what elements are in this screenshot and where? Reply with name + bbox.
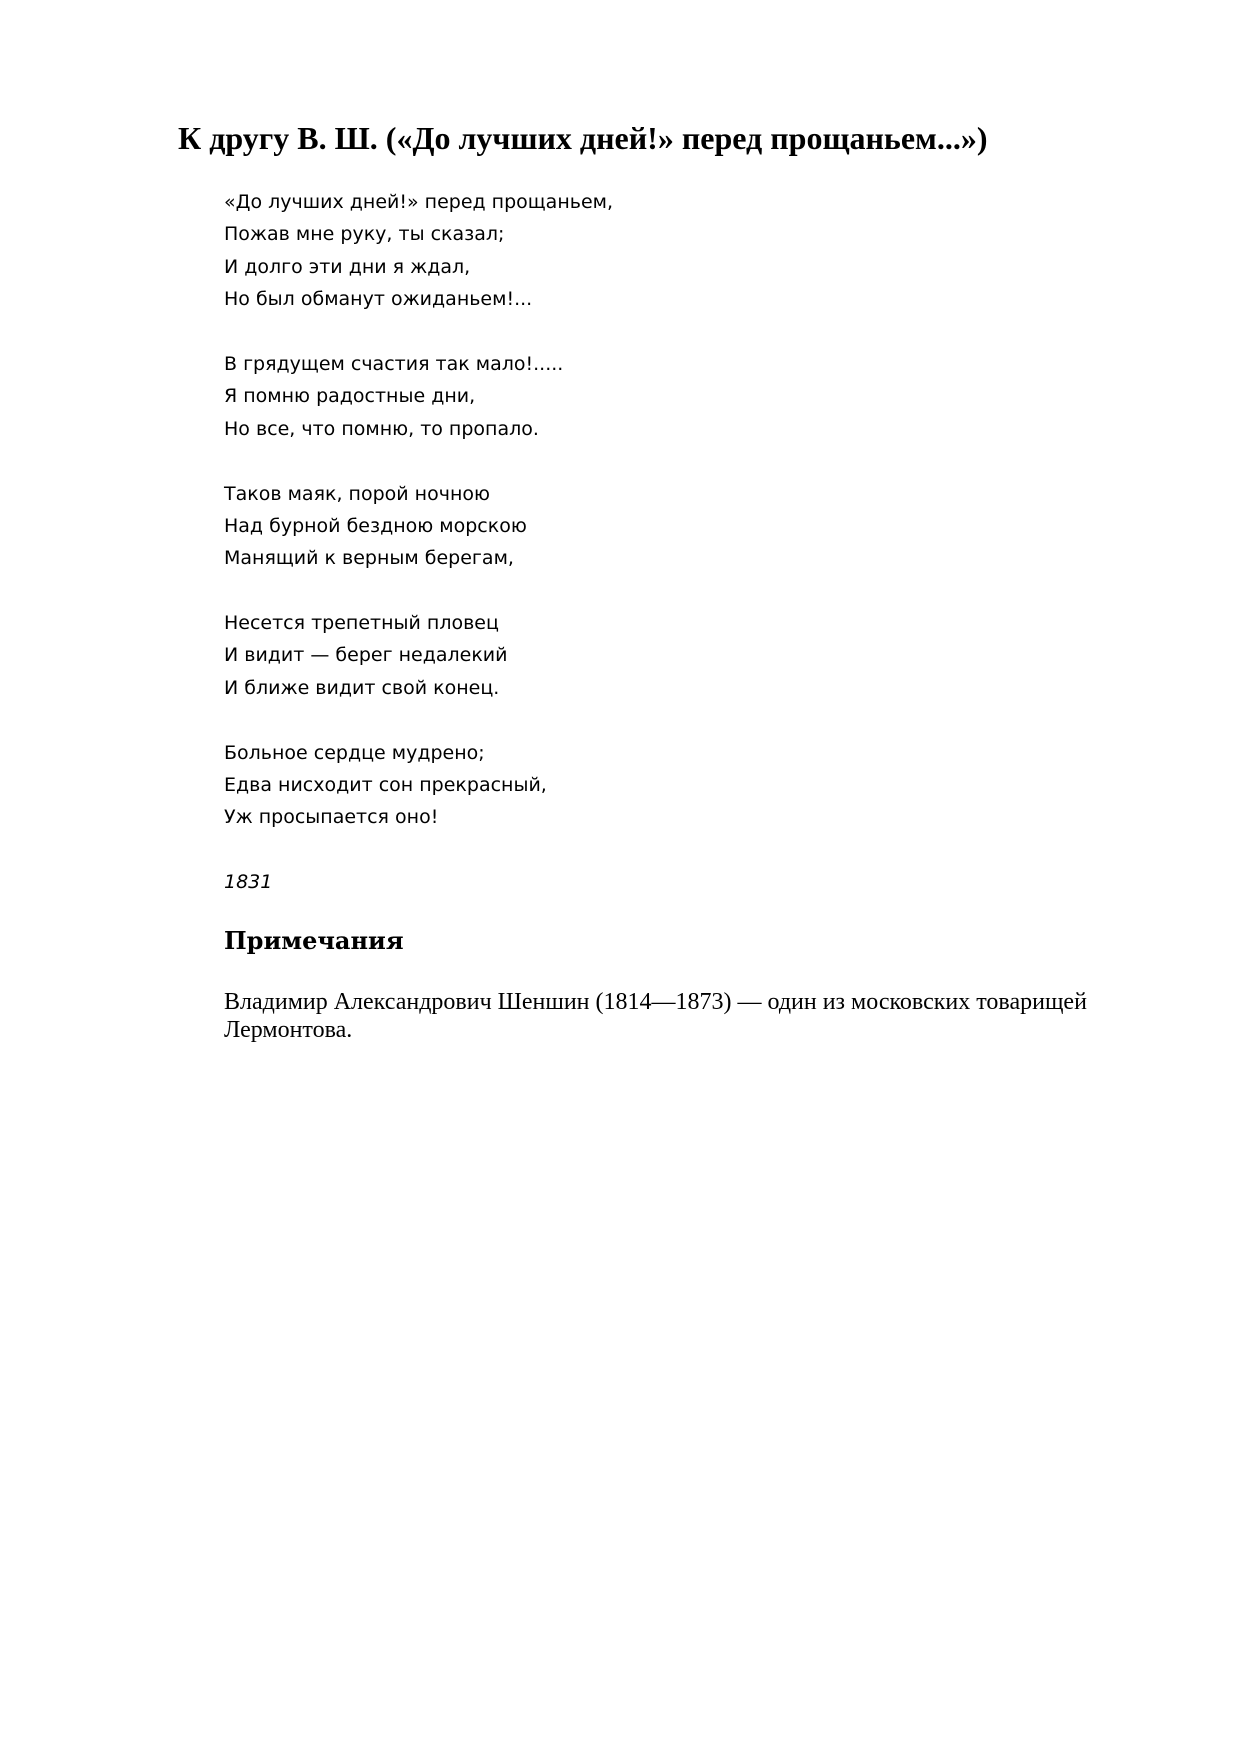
stanza-1: [224, 186, 1124, 316]
poem-line: В грядущем счастия так мало!.....: [224, 352, 564, 375]
poem-title: К другу В. Ш. («До лучших дней!» перед прощаньем...»): [178, 120, 988, 156]
poem-line: Но был обманут ожиданьем!...: [224, 288, 533, 311]
stanza-4: [224, 607, 1124, 704]
poem-line: Пожав мне руку, ты сказал;: [224, 223, 505, 246]
notes-heading: Примечания: [224, 926, 404, 955]
poem-line: Едва нисходит сон прекрасный,: [224, 774, 547, 797]
stanza-3: [224, 478, 1124, 575]
poem-line: И ближе видит свой конец.: [224, 676, 500, 699]
poem-line: Манящий к верным берегам,: [224, 547, 514, 570]
poem-line: «До лучших дней!» перед прощаньем,: [224, 191, 614, 213]
poem-line: И видит — берег недалекий: [224, 644, 508, 667]
poem-line: Уж просыпается оно!: [224, 806, 439, 829]
poem-line: Несется трепетный пловец: [224, 612, 499, 635]
stanza-5: [224, 737, 1124, 834]
poem-year: 1831: [224, 871, 273, 894]
poem-line: Я помню радостные дни,: [224, 385, 476, 408]
poem-line: Над бурной бездною морскою: [224, 514, 527, 537]
stanza-2: [224, 348, 1124, 445]
poem-body: [224, 186, 1124, 899]
poem-line: Больное сердце мудрено;: [224, 741, 485, 764]
poem-line: Таков маяк, порой ночною: [224, 482, 490, 505]
notes-text: Владимир Александрович Шеншин (1814—1873) — один из московских товарищей Лермонтова.: [224, 989, 1087, 1043]
poem-line: И долго эти дни я ждал,: [224, 255, 471, 278]
poem-line: Но все, что помню, то пропало.: [224, 417, 539, 440]
